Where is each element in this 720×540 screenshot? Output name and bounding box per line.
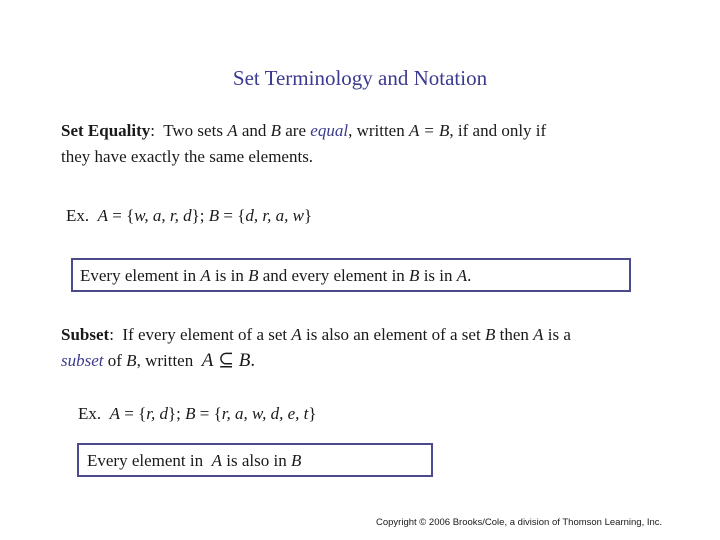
text: and [237,121,271,140]
subset-line-1 [61,322,691,348]
var-a: A [97,206,109,225]
var-b: B [409,266,420,285]
copyright-notice: Copyright © 2006 Brooks/Cole, a division of Thomson Learning, Inc. [376,517,663,528]
text: is also an element of a set [301,325,485,344]
text: . [250,350,256,371]
text: = { [120,404,147,423]
text: . [467,266,472,285]
text: } [308,404,317,423]
colon: : [150,121,156,140]
var-a: A [201,350,214,371]
equal-term: equal [310,121,349,140]
text: is also in [222,451,291,470]
text: Every element in [87,451,212,470]
var-a: A [533,325,544,344]
var-b: B [238,350,251,371]
var-a: A [227,121,238,140]
var-b: B [270,121,282,140]
set-a-elements: r, d [146,404,169,423]
text: } [303,206,313,225]
set-equality-line-1 [61,118,681,144]
text: : If every element of a set [109,325,292,344]
var-a: A [200,266,211,285]
var-b: B [185,404,196,423]
text: are [281,121,311,140]
text: and every element in [258,266,410,285]
set-a-elements: w, a, r, d [134,206,192,225]
text: = { [108,206,135,225]
subset-heading: Subset [61,325,110,344]
set-equality-line-2: they have exactly the same elements. [61,147,314,166]
subset-example [78,401,317,427]
text: , if and only if [449,121,547,140]
var-a: A [211,451,223,470]
text: then [495,325,534,344]
var-a: A [291,325,302,344]
var-a: A [109,404,121,423]
example-prefix: Ex. [66,206,98,225]
text: = { [219,206,246,225]
subset-notation [202,350,255,371]
text: , written [136,351,202,370]
text: is a [543,325,571,344]
var-b: B [290,451,302,470]
text: = { [195,404,222,423]
var-b: B [484,325,496,344]
subset-explanation-box [77,443,433,477]
var-b: B [248,266,259,285]
set-equality-heading: Set Equality [61,121,151,140]
text: , written [348,121,409,140]
example-prefix: Ex. [78,404,110,423]
text: is in [419,266,457,285]
text: of [103,351,127,370]
text: Two sets [155,121,228,140]
var-b: B [126,351,137,370]
text: }; [191,206,209,225]
subset-symbol: ⊆ [218,350,234,371]
subset-term: subset [61,351,104,370]
equality-explanation-box [71,258,631,292]
var-a: A [456,266,468,285]
equality-expression: A = B [408,121,450,140]
text: is in [210,266,249,285]
text: }; [168,404,186,423]
equality-example [66,203,312,229]
set-b-elements: r, a, w, d, e, t [221,404,309,423]
set-b-elements: d, r, a, w [245,206,304,225]
slide-title: Set Terminology and Notation [232,66,488,90]
subset-definition [61,322,691,374]
text: Every element in [80,266,201,285]
var-b: B [208,206,220,225]
set-equality-definition [61,118,681,170]
subset-line-2 [61,348,691,374]
